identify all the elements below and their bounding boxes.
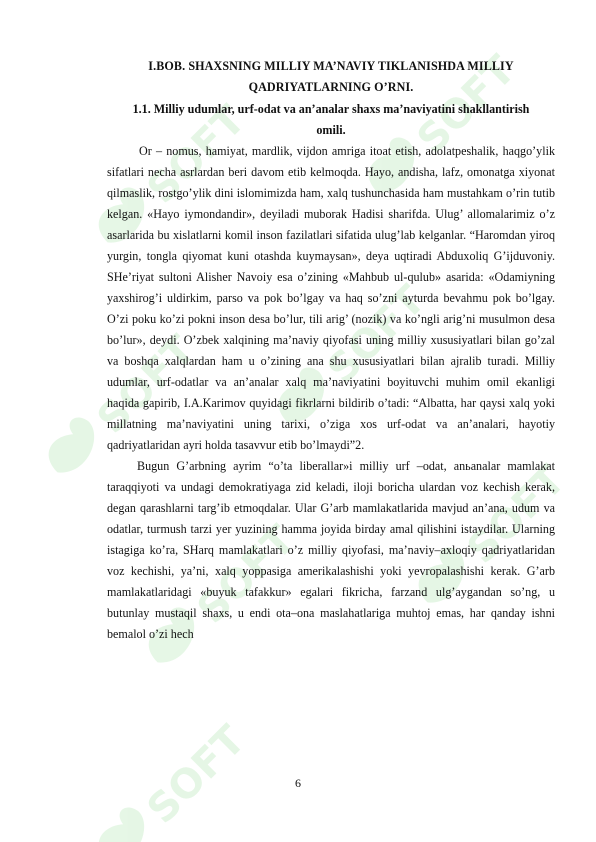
watermark-logo-text: SOFT [458, 457, 575, 573]
watermark-leaf-icon [88, 802, 156, 842]
document-page [107, 56, 555, 645]
watermark-logo-text: SOFT [318, 277, 435, 393]
watermark-logo-text: SOFT [408, 47, 525, 163]
page-number: 6 [295, 776, 301, 790]
watermark-logo-text: SOFT [88, 327, 205, 443]
watermark-logo-text: SOFT [188, 517, 305, 633]
watermark-leaf-icon [38, 412, 106, 480]
section-title: 1.1. Milliy udumlar, urf-odat va an’analar shaxs ma’naviyatini shakllantirish omili. [132, 102, 530, 137]
chapter-title: I.BOB. SHAXSNING MILLIY MA’NAVIY TIKLANISHDA MILLIY QADRIYATLARNING O’RNI. [148, 59, 514, 94]
watermark-logo-text: SOFT [138, 717, 255, 833]
body-paragraph-1: Or – nomus, hamiyat, mardlik, vijdon amriga itoat etish, adolatpeshalik, haqgo’ylik sifatlari necha asrlardan beri davom etib kelmoqda. Hayo, andisha, lafz, omonatga xiyonat qilmaslik, rostgo’ylik dini islomimizda ham, xalq tushunchasida ham mustahkam o’rin tutib kelgan. «Hayo iymondandir», deyiladi muborak Hadisi sharifda. Ulug’ allomalarimiz o’z asarlarida bu xislatlarni komil inson fazilatlari sifatida ulug’lab kelganlar. “Haromdan yiroq yurgin, tongla qiyomat kuni otashda kuymaysan», deya uqtiradi Abduxoliq G’ijduvoniy. SHe’riyat sultoni Alisher Navoiy esa o’zining «Mahbub ul-qulub» asarida: «Odamiyning yaxshirog’i uldirkim, parso va pok bo’lgay va haq so’zni ayturda bevahmu pok bo’lgay. O’zi poku ko’zi pokni inson desa bo’lur, tili arig’ (nozik) va ko’ngli arig’ni musulmon desa bo’lur», deydi. O’zbek xalqining ma’naviy qiyofasi uning milliy xususiyatlari bilan go’zal va boshqa xalqlardan ham u o’zining ana shu xususiyatlari bilan ajralib turadi. Milliy udumlar, urf-odatlar va an’analar xalq ma’naviyatini boyituvchi muhim omil ekanligi haqida gapirib, I.A.Karimov quyidagi fikrlarni bildirib o’tadi: “Albatta, har qaysi xalq yoki millatning ma’naviyatini uning tarixi, o’ziga xos urf-odat va an’analari, hayotiy qadriyatlaridan ayri holda tasavvur etib bo’lmaydi”2. [107, 144, 555, 452]
watermark-logo-text: SOFT [138, 97, 255, 213]
body-paragraph-2: Bugun G’arbning ayrim “o’ta liberallar»i milliy urf –odat, anьanalar mamlakat taraqqiyoti va undagi demokratiyaga zid keladi, iloji boricha ulardan voz kechish kerak, degan qarashlarni targ’ib etmoqdalar. Ular G’arb mamlakatlarida mavjud an’ana, udum va odatlar, turmush tarzi yer yuzining hamma joyida birday amal qilishini istaydilar. Ularning istagiga ko’ra, SHarq mamlakatlari o’z milliy qiyofasi, ma’naviy–axloqiy qadriyatlaridan voz kechishi, ya’ni, xalq yoppasiga amerikalashishi yoki yevropalashishi kerak. G’arb mamlakatlaridagi «buyuk tafakkur» egalari fikricha, farzand ulg’aygandan so’ng, u butunlay mustaqil shaxs, u endi ota–ona maslahatlariga muhtoj emas, har qanday ishni bemalol o’zi hech [107, 459, 555, 641]
